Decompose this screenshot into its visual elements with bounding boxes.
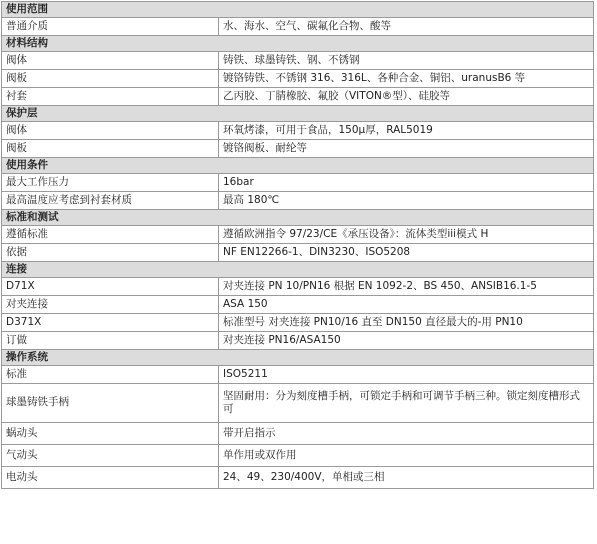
section-header (2, 158, 594, 174)
table-row (2, 174, 594, 192)
row-label: 最高温度应考虑到衬套材质 (2, 192, 219, 210)
table-row (2, 52, 594, 70)
section-title: 使用范围 (2, 2, 594, 18)
row-value: ISO5211 (219, 366, 594, 384)
row-label: 气动头 (2, 445, 219, 467)
row-value: 24、49、230/400V，单相或三相 (219, 467, 594, 489)
row-label: 球墨铸铁手柄 (2, 384, 219, 423)
row-value: NF EN12266-1、DIN3230、ISO5208 (219, 244, 594, 262)
table-row (2, 314, 594, 332)
table-row (2, 18, 594, 36)
row-value: 乙丙胶、丁腈橡胶、氟胶（VITON®型）、硅胶等 (219, 88, 594, 106)
table-row (2, 467, 594, 489)
row-label: 阀板 (2, 70, 219, 88)
section-header (2, 36, 594, 52)
table-row (2, 332, 594, 350)
table-row (2, 122, 594, 140)
table-row (2, 278, 594, 296)
row-value: 镀铬阀板、耐纶等 (219, 140, 594, 158)
row-label: D71X (2, 278, 219, 296)
row-label: 电动头 (2, 467, 219, 489)
section-title: 材料结构 (2, 36, 594, 52)
table-row (2, 423, 594, 445)
row-label: 蜗动头 (2, 423, 219, 445)
row-value: 遵循欧洲指令 97/23/CE《承压设备》：流体类型iii模式 H (219, 226, 594, 244)
table-row (2, 366, 594, 384)
row-value: 标准型号 对夹连接 PN10/16 直至 DN150 直径最大的-用 PN10 (219, 314, 594, 332)
row-label: 订做 (2, 332, 219, 350)
section-header (2, 262, 594, 278)
row-label: 阀体 (2, 122, 219, 140)
section-title: 连接 (2, 262, 594, 278)
row-label: 遵循标准 (2, 226, 219, 244)
section-header (2, 106, 594, 122)
row-value: 最高 180℃ (219, 192, 594, 210)
table-row (2, 384, 594, 423)
table-row (2, 192, 594, 210)
row-value: ASA 150 (219, 296, 594, 314)
row-label: 对夹连接 (2, 296, 219, 314)
row-label: 标准 (2, 366, 219, 384)
section-header (2, 350, 594, 366)
section-header (2, 2, 594, 18)
table-row (2, 88, 594, 106)
row-label: 最大工作压力 (2, 174, 219, 192)
row-label: 衬套 (2, 88, 219, 106)
row-value: 坚固耐用：分为刻度槽手柄，可锁定手柄和可调节手柄三种。锁定刻度槽形式可 (219, 384, 594, 423)
table-row (2, 140, 594, 158)
row-label: D371X (2, 314, 219, 332)
table-row (2, 226, 594, 244)
row-label: 阀体 (2, 52, 219, 70)
row-value: 对夹连接 PN 10/PN16 根据 EN 1092-2、BS 450、ANSIB16.1-5 (219, 278, 594, 296)
table-row (2, 445, 594, 467)
row-value: 单作用或双作用 (219, 445, 594, 467)
row-value: 带开启指示 (219, 423, 594, 445)
section-header (2, 210, 594, 226)
row-value: 镀铬铸铁、不锈钢 316、316L、各种合金、铜铝、uranusB6 等 (219, 70, 594, 88)
section-title: 标准和测试 (2, 210, 594, 226)
table-row (2, 244, 594, 262)
table-row (2, 296, 594, 314)
section-title: 操作系统 (2, 350, 594, 366)
section-title: 使用条件 (2, 158, 594, 174)
row-label: 依据 (2, 244, 219, 262)
row-label: 阀板 (2, 140, 219, 158)
row-value: 环氧烤漆，可用于食品，150μ厚，RAL5019 (219, 122, 594, 140)
table-row (2, 70, 594, 88)
section-title: 保护层 (2, 106, 594, 122)
row-value: 水、海水、空气、碳氟化合物、酸等 (219, 18, 594, 36)
row-value: 16bar (219, 174, 594, 192)
spec-table (1, 1, 594, 489)
row-value: 铸铁、球墨铸铁、钢、不锈钢 (219, 52, 594, 70)
row-value: 对夹连接 PN16/ASA150 (219, 332, 594, 350)
row-label: 普通介质 (2, 18, 219, 36)
